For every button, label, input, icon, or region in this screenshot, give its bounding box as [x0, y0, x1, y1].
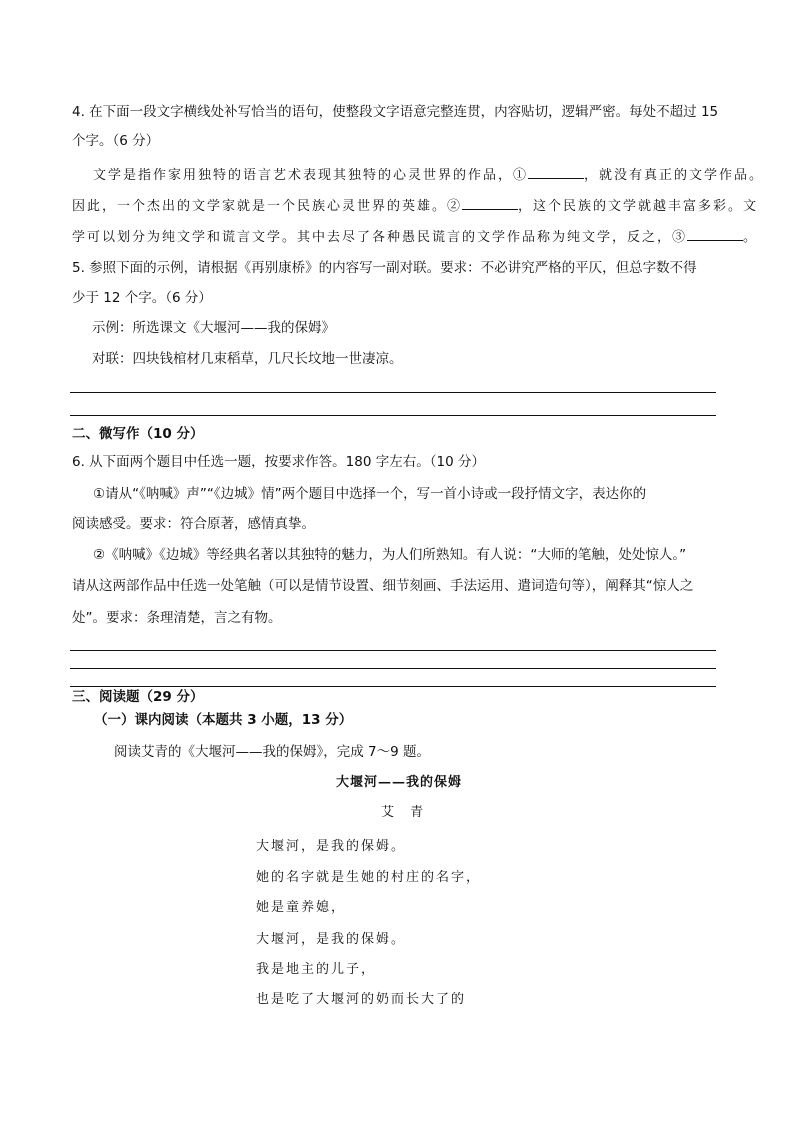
q6-option1-line1: ①请从“《呐喊》声”“《边城》情”两个题目中选择一个，写一首小诗或一段抒情文字，表达你的 — [93, 486, 647, 502]
q4-passage-line1 — [93, 166, 764, 185]
subsection-heading: （一）课内阅读（本题共 3 小题，13 分） — [94, 712, 353, 728]
answer-blank-2[interactable] — [462, 197, 518, 210]
poem-line: 大堰河，是我的保姆。 — [256, 932, 407, 947]
q6-option2-line2: 请从这两部作品中任选一处笔触（可以是情节设置、细节刻画、手法运用、遣词造句等），阐释其“惊人之 — [72, 578, 694, 594]
q5-example: 示例：所选课文《大堰河——我的保姆》 — [92, 320, 335, 336]
poem-line: 她是童养媳， — [256, 900, 347, 915]
answer-line[interactable] — [70, 392, 716, 393]
q4-prompt-line1: 4. 在下面一段文字横线处补写恰当的语句，使整段文字语意完整连贯，内容贴切，逻辑严密。每处不超过 15 — [72, 104, 719, 120]
q5-prompt-line2: 少于 12 个字。（6 分） — [72, 290, 212, 306]
passage-text: 因此，一个杰出的文学家就是一个民族心灵世界的英雄。② — [72, 199, 463, 214]
answer-line[interactable] — [70, 668, 716, 669]
poem-line: 也是吃了大堰河的奶而长大了的 — [256, 992, 467, 1007]
answer-line[interactable] — [70, 415, 716, 416]
poem-line: 她的名字就是生她的村庄的名字， — [256, 870, 482, 885]
section3-heading: 三、阅读题（29 分） — [72, 689, 204, 705]
poem-title: 大堰河——我的保姆 — [336, 775, 463, 790]
poem-author: 艾 青 — [381, 805, 430, 820]
passage-text: ，这个民族的文学就越丰富多彩。文 — [518, 199, 759, 214]
passage-text: 文学是指作家用独特的语言艺术表现其独特的心灵世界的作品，① — [93, 168, 529, 183]
q5-couplet: 对联：四块钱棺材几束稻草，几尺长坟地一世凄凉。 — [92, 351, 403, 367]
q6-option2-line3: 处”。要求：条理清楚，言之有物。 — [72, 610, 282, 626]
q6-option1-line2: 阅读感受。要求：符合原著，感情真挚。 — [72, 516, 315, 532]
answer-blank-1[interactable] — [528, 166, 584, 179]
answer-line[interactable] — [70, 686, 716, 687]
q4-passage-line3 — [72, 228, 758, 247]
poem-line: 我是地主的儿子， — [256, 962, 377, 977]
q4-prompt-line2: 个字。（6 分） — [72, 133, 160, 149]
q5-prompt-line1: 5. 参照下面的示例，请根据《再别康桥》的内容写一副对联。要求：不必讲究严格的平仄，但总字数不得 — [72, 260, 697, 276]
reading-intro: 阅读艾青的《大堰河——我的保姆》，完成 7～9 题。 — [114, 744, 431, 760]
poem-line: 大堰河，是我的保姆。 — [256, 839, 407, 854]
passage-text: ，就没有真正的文学作品。 — [584, 168, 765, 183]
answer-line[interactable] — [70, 650, 716, 651]
answer-blank-3[interactable] — [687, 228, 743, 241]
passage-text: 。 — [743, 230, 759, 245]
q4-passage-line2 — [72, 197, 758, 216]
section2-heading: 二、微写作（10 分） — [72, 426, 204, 442]
q6-prompt: 6. 从下面两个题目中任选一题，按要求作答。180 字左右。（10 分） — [72, 454, 485, 470]
passage-text: 学可以划分为纯文学和谎言文学。其中去尽了各种愚民谎言的文学作品称为纯文学，反之，③ — [72, 230, 688, 245]
q6-option2-line1: ②《呐喊》《边城》等经典名著以其独特的魅力，为人们所熟知。有人说：“大师的笔触，处处惊人。” — [93, 547, 687, 563]
